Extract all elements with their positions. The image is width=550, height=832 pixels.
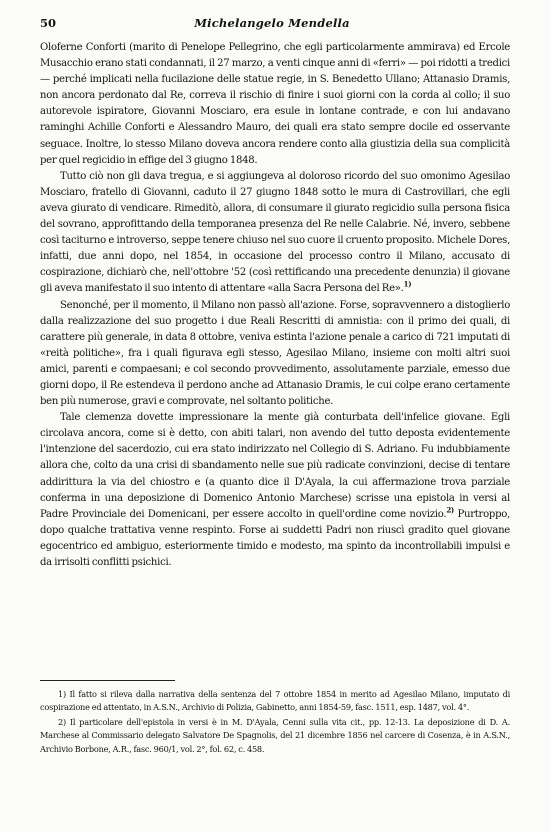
footnote-divider [40,680,175,681]
footnote-1 [40,688,510,715]
footnote-2-marker: 2) [58,716,66,727]
paragraph-4-text: Tale clemenza dovette impressionare la mente già conturbata dell'infelice giovane. Egli circolava ancora, come si è detto, con abiti talari, non avendo del tutto deposta evidentemente l'intenzione del sacerdozio, cui era stato indirizzato nel Collegio di S. Adriano. Fu indubbiamente allora che, colto da una crisi di sbandamento nelle sue più radicate convinzioni, decise di tentare addirittura la via del chiostro e (a quanto dice il D'Ayala, la cui affermazione trova parziale conferma in una deposizione di Domenico Antonio Marchese) scrisse una epistola in versi al Padre Provinciale dei Domenicani, per essere accolto in quell'ordine come novizio. [40,412,510,520]
paragraph-4-tail: Purtroppo, dopo qualche trattativa venne respinto. Forse ai suddetti Padri non riuscì gradito quel giovane egocentrico ed ambiguo, esteriormente timido e modesto, ma spinto da incontrollabili impulsi e da irrisolti conflitti psichici. [40,508,510,568]
running-title: Michelangelo Mendella [194,16,350,30]
footnote-reference-2[interactable]: 2) [446,505,454,515]
paragraph-3: Senonché, per il momento, il Milano non passò all'azione. Forse, sopravvennero a distoglierlo dalla realizzazione del suo progetto i due Reali Rescritti di amnistia: con il primo dei quali, di carattere più generale, in data 8 ottobre, veniva estinta l'azione penale a carico di 721 imputati di «reità politiche», fra i quali figurava egli stesso, Agesilao Milano, insieme con molti altri suoi amici, parenti e compaesani; e col secondo provvedimento, assolutamente parziale, emesso due giorni dopo, il Re estendeva il perdono anche ad Attanasio Dramis, le cui colpe erano certamente ben più numerose, gravi e comprovate, nel soltanto politiche. [40,299,510,408]
footnote-2-text: Il particolare dell'epistola in versi è in M. D'Ayala, Cenni sulla vita cit., pp. 12-13. La deposizione di D. A. Marchese al Commissario delegato Salvatore De Spagnolis, del 21 dicembre 1856 nel carcere di Cosenza, è in A.S.N., Archivio Borbone, A.R., fasc. 960/1, vol. 2°, fol. 62, c. 458. [40,716,510,754]
body-text [40,40,510,571]
page-number: 50 [40,16,57,30]
paragraph-4 [40,410,510,571]
footnote-2 [40,716,510,756]
paragraph-1: Oloferne Conforti (marito di Penelope Pellegrino, che egli particolarmente ammirava) ed Ercole Musacchio erano stati condannati, il 27 marzo, a venti cinque anni di «ferri» — poi ridotti a tredici — perché implicati nella fucilazione delle statue regie, in S. Benedetto Ullano; Attanasio Dramis, non ancora perdonato dal Re, correva il rischio di finire i suoi giorni con la corda al collo; il suo autorevole ispiratore, Giovanni Mosciaro, era esule in lontane contrade, e con lui andavano raminghi Achille Conforti e Alessandro Mauro, dei quali era stato sempre docile ed osservante seguace. Inoltre, lo stesso Milano doveva ancora rendere conto alla giustizia della sua complicità per quel regicidio in effige del 3 giugno 1848. [40,42,510,166]
footnote-1-text: Il fatto si rileva dalla narrativa della sentenza del 7 ottobre 1854 in merito ad Agesilao Milano, imputato di cospirazione ed attentato, in A.S.N., Archivio di Polizia, Gabinetto, anni 1854-59, fasc. 1511, esp. 1487, vol. 4°. [40,689,510,713]
footnotes [40,688,510,757]
footnote-reference-1[interactable]: 1) [403,280,412,290]
running-head [40,16,504,32]
paragraph-2 [40,169,510,298]
paragraph-2-text: Tutto ciò non gli dava tregua, e si aggiungeva al doloroso ricordo del suo omonimo Agesilao Mosciaro, fratello di Giovanni, caduto il 27 giugno 1848 sotto le mura di Castrovillari, che egli aveva giurato di vendicare. Rimeditò, allora, di consumare il giurato regicidio sulla persona fisica del sovrano, approfittando della temporanea presenza del Re nelle Calabrie. Né, invero, sebbene così taciturno e introverso, seppe tenere chiuso nel suo cuore il cruento proposito. Michele Dores, infatti, due anni dopo, nel 1854, in occasione del processo contro il Milano, accusato di cospirazione, dichiarò che, nell'ottobre '52 (così rettificando una precedente denunzia) il giovane gli aveva manifestato il suo intento di attentare «alla Sacra Persona del Re». [40,170,510,295]
footnote-1-marker: 1) [58,689,66,699]
